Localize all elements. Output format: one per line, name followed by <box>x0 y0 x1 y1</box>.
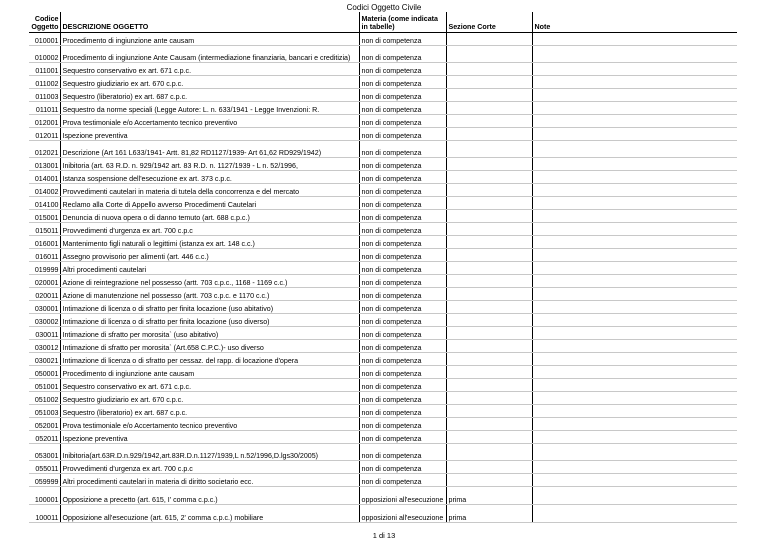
sezione-cell <box>446 461 532 474</box>
code-cell: 016011 <box>29 249 60 262</box>
materia-cell: non di competenza <box>359 405 446 418</box>
sezione-cell <box>446 366 532 379</box>
table-row <box>29 115 737 128</box>
code-cell: 010002 <box>29 46 60 63</box>
sezione-cell <box>446 474 532 487</box>
code-cell: 100011 <box>29 505 60 523</box>
note-cell <box>532 89 737 102</box>
note-cell <box>532 63 737 76</box>
table-row <box>29 314 737 327</box>
note-cell <box>532 275 737 288</box>
header-materia-line2: in tabelle) <box>361 23 395 31</box>
table-row <box>29 197 737 210</box>
sezione-cell <box>446 444 532 461</box>
table-row <box>29 275 737 288</box>
code-cell: 030021 <box>29 353 60 366</box>
description-cell: Reclamo alla Corte di Appello avverso Procedimenti Cautelari <box>60 197 359 210</box>
table-row <box>29 418 737 431</box>
code-cell: 051002 <box>29 392 60 405</box>
materia-cell: non di competenza <box>359 249 446 262</box>
table-row <box>29 505 737 523</box>
table-row <box>29 405 737 418</box>
materia-cell: non di competenza <box>359 223 446 236</box>
materia-cell: opposizioni all'esecuzione <box>359 505 446 523</box>
description-cell: Provvedimenti d'urgenza ex art. 700 c.p.c <box>60 461 359 474</box>
code-cell: 055011 <box>29 461 60 474</box>
description-cell: Intimazione di licenza o di sfratto per cessaz. del rapp. di locazione d'opera <box>60 353 359 366</box>
table-row <box>29 327 737 340</box>
sezione-cell <box>446 340 532 353</box>
materia-cell: non di competenza <box>359 102 446 115</box>
header-description: DESCRIZIONE OGGETTO <box>60 12 359 33</box>
code-cell: 100001 <box>29 487 60 505</box>
materia-cell: non di competenza <box>359 418 446 431</box>
materia-cell: non di competenza <box>359 128 446 141</box>
materia-cell: non di competenza <box>359 392 446 405</box>
code-cell: 020011 <box>29 288 60 301</box>
materia-cell: non di competenza <box>359 197 446 210</box>
sezione-cell <box>446 379 532 392</box>
description-cell: Sequestro (liberatorio) ex art. 687 c.p.c. <box>60 89 359 102</box>
sezione-cell <box>446 197 532 210</box>
page-number: 1 di 13 <box>372 531 396 540</box>
code-cell: 030002 <box>29 314 60 327</box>
note-cell <box>532 340 737 353</box>
note-cell <box>532 197 737 210</box>
table-row <box>29 379 737 392</box>
sezione-cell <box>446 33 532 46</box>
description-cell: Sequestro conservativo ex art. 671 c.p.c. <box>60 63 359 76</box>
sezione-cell <box>446 262 532 275</box>
table-row <box>29 141 737 158</box>
note-cell <box>532 76 737 89</box>
description-cell: Sequestro giudiziario ex art. 670 c.p.c. <box>60 76 359 89</box>
sezione-cell <box>446 210 532 223</box>
note-cell <box>532 46 737 63</box>
code-cell: 019999 <box>29 262 60 275</box>
table-row <box>29 63 737 76</box>
description-cell: Opposizione all'esecuzione (art. 615, 2' comma c.p.c.) mobiliare <box>60 505 359 523</box>
materia-cell: non di competenza <box>359 210 446 223</box>
header-code-line2: Oggetto <box>31 23 59 31</box>
materia-cell: non di competenza <box>359 444 446 461</box>
table-row <box>29 102 737 115</box>
table-row <box>29 431 737 444</box>
description-cell: Inibitoria(art.63R.D.n.929/1942,art.83R.D.n.1127/1939,L n.52/1996,D.lgs30/2005) <box>60 444 359 461</box>
materia-cell: non di competenza <box>359 76 446 89</box>
materia-cell: non di competenza <box>359 301 446 314</box>
table-row <box>29 301 737 314</box>
sezione-cell <box>446 158 532 171</box>
materia-cell: opposizioni all'esecuzione <box>359 487 446 505</box>
code-cell: 014100 <box>29 197 60 210</box>
sezione-cell <box>446 141 532 158</box>
materia-cell: non di competenza <box>359 63 446 76</box>
code-cell: 052001 <box>29 418 60 431</box>
code-cell: 059999 <box>29 474 60 487</box>
note-cell <box>532 128 737 141</box>
table-body <box>29 33 737 523</box>
note-cell <box>532 288 737 301</box>
sezione-cell <box>446 314 532 327</box>
materia-cell: non di competenza <box>359 474 446 487</box>
note-cell <box>532 33 737 46</box>
header-row <box>29 12 737 33</box>
sezione-cell <box>446 288 532 301</box>
code-cell: 013001 <box>29 158 60 171</box>
description-cell: Istanza sospensione dell'esecuzione ex art. 373 c.p.c. <box>60 171 359 184</box>
materia-cell: non di competenza <box>359 262 446 275</box>
table-row <box>29 461 737 474</box>
description-cell: Prova testimoniale e/o Accertamento tecnico preventivo <box>60 115 359 128</box>
code-cell: 012021 <box>29 141 60 158</box>
materia-cell: non di competenza <box>359 171 446 184</box>
table-row <box>29 366 737 379</box>
note-cell <box>532 184 737 197</box>
sezione-cell <box>446 353 532 366</box>
materia-cell: non di competenza <box>359 115 446 128</box>
code-cell: 053001 <box>29 444 60 461</box>
document-title: Codici Oggetto Civile <box>346 3 422 12</box>
sezione-cell <box>446 223 532 236</box>
code-cell: 015001 <box>29 210 60 223</box>
sezione-cell <box>446 275 532 288</box>
description-cell: Sequestro (liberatorio) ex art. 687 c.p.c. <box>60 405 359 418</box>
sezione-cell <box>446 405 532 418</box>
table-row <box>29 249 737 262</box>
description-cell: Assegno provvisorio per alimenti (art. 446 c.c.) <box>60 249 359 262</box>
materia-cell: non di competenza <box>359 46 446 63</box>
materia-cell: non di competenza <box>359 340 446 353</box>
sezione-cell: prima <box>446 505 532 523</box>
materia-cell: non di competenza <box>359 89 446 102</box>
materia-cell: non di competenza <box>359 379 446 392</box>
note-cell <box>532 474 737 487</box>
description-cell: Ispezione preventiva <box>60 128 359 141</box>
sezione-cell <box>446 327 532 340</box>
header-materia-line1: Materia (come indicata <box>361 15 438 23</box>
materia-cell: non di competenza <box>359 327 446 340</box>
table-row <box>29 353 737 366</box>
code-cell: 050001 <box>29 366 60 379</box>
table-row <box>29 223 737 236</box>
note-cell <box>532 158 737 171</box>
code-cell: 011003 <box>29 89 60 102</box>
description-cell: Intimazione di sfratto per morosita` (uso abitativo) <box>60 327 359 340</box>
materia-cell: non di competenza <box>359 236 446 249</box>
description-cell: Altri procedimenti cautelari in materia di diritto societario ecc. <box>60 474 359 487</box>
sezione-cell <box>446 89 532 102</box>
note-cell <box>532 223 737 236</box>
table-row <box>29 444 737 461</box>
header-note: Note <box>532 12 737 33</box>
description-cell: Mantenimento figli naturali o legittimi (istanza ex art. 148 c.c.) <box>60 236 359 249</box>
table-row <box>29 262 737 275</box>
note-cell <box>532 366 737 379</box>
sezione-cell <box>446 418 532 431</box>
sezione-cell <box>446 431 532 444</box>
table-row <box>29 171 737 184</box>
code-cell: 010001 <box>29 33 60 46</box>
table-row <box>29 392 737 405</box>
header-code-line1: Codice <box>34 15 59 23</box>
note-cell <box>532 301 737 314</box>
table-row <box>29 288 737 301</box>
description-cell: Intimazione di licenza o di sfratto per finita locazione (uso diverso) <box>60 314 359 327</box>
sezione-cell <box>446 102 532 115</box>
table-row <box>29 184 737 197</box>
code-cell: 014001 <box>29 171 60 184</box>
materia-cell: non di competenza <box>359 33 446 46</box>
code-cell: 012001 <box>29 115 60 128</box>
table-row <box>29 474 737 487</box>
note-cell <box>532 171 737 184</box>
note-cell <box>532 249 737 262</box>
materia-cell: non di competenza <box>359 184 446 197</box>
code-cell: 011011 <box>29 102 60 115</box>
table-row <box>29 33 737 46</box>
description-cell: Opposizione a precetto (art. 615, I' comma c.p.c.) <box>60 487 359 505</box>
code-cell: 011001 <box>29 63 60 76</box>
note-cell <box>532 327 737 340</box>
sezione-cell: prima <box>446 487 532 505</box>
code-cell: 012011 <box>29 128 60 141</box>
materia-cell: non di competenza <box>359 353 446 366</box>
note-cell <box>532 262 737 275</box>
description-cell: Sequestro da norme speciali (Legge Autore: L. n. 633/1941 - Legge Invenzioni: R. <box>60 102 359 115</box>
table-row <box>29 158 737 171</box>
note-cell <box>532 314 737 327</box>
sezione-cell <box>446 171 532 184</box>
header-code <box>29 12 60 33</box>
code-cell: 051003 <box>29 405 60 418</box>
description-cell: Altri procedimenti cautelari <box>60 262 359 275</box>
description-cell: Prova testimoniale e/o Accertamento tecnico preventivo <box>60 418 359 431</box>
note-cell <box>532 210 737 223</box>
sezione-cell <box>446 115 532 128</box>
sezione-cell <box>446 46 532 63</box>
codes-table <box>29 12 737 523</box>
header-materia <box>359 12 446 33</box>
note-cell <box>532 461 737 474</box>
note-cell <box>532 405 737 418</box>
description-cell: Inibitoria (art. 63 R.D. n. 929/1942 art. 83 R.D. n. 1127/1939 - L n. 52/1996, <box>60 158 359 171</box>
code-cell: 011002 <box>29 76 60 89</box>
code-cell: 015011 <box>29 223 60 236</box>
materia-cell: non di competenza <box>359 314 446 327</box>
sezione-cell <box>446 236 532 249</box>
materia-cell: non di competenza <box>359 461 446 474</box>
description-cell: Denuncia di nuova opera o di danno temuto (art. 688 c.p.c.) <box>60 210 359 223</box>
note-cell <box>532 431 737 444</box>
materia-cell: non di competenza <box>359 431 446 444</box>
description-cell: Procedimento di ingiunzione ante causam <box>60 366 359 379</box>
description-cell: Sequestro giudiziario ex art. 670 c.p.c. <box>60 392 359 405</box>
description-cell: Provvedimenti d'urgenza ex art. 700 c.p.c <box>60 223 359 236</box>
materia-cell: non di competenza <box>359 158 446 171</box>
sezione-cell <box>446 76 532 89</box>
description-cell: Intimazione di sfratto per morosita` (Art.658 C.P.C.)- uso diverso <box>60 340 359 353</box>
sezione-cell <box>446 63 532 76</box>
description-cell: Procedimento di ingiunzione Ante Causam (intermediazione finanziaria, bancari e creditizia) <box>60 46 359 63</box>
table-row <box>29 46 737 63</box>
note-cell <box>532 102 737 115</box>
code-cell: 020001 <box>29 275 60 288</box>
table-row <box>29 210 737 223</box>
header-sezione: Sezione Corte <box>446 12 532 33</box>
code-cell: 014002 <box>29 184 60 197</box>
table-row <box>29 89 737 102</box>
code-cell: 030012 <box>29 340 60 353</box>
sezione-cell <box>446 392 532 405</box>
code-cell: 016001 <box>29 236 60 249</box>
sezione-cell <box>446 249 532 262</box>
code-cell: 052011 <box>29 431 60 444</box>
description-cell: Provvedimenti cautelari in materia di tutela della concorrenza e del mercato <box>60 184 359 197</box>
table-row <box>29 236 737 249</box>
table-row <box>29 76 737 89</box>
description-cell: Intimazione di licenza o di sfratto per finita locazione (uso abitativo) <box>60 301 359 314</box>
code-cell: 030001 <box>29 301 60 314</box>
note-cell <box>532 379 737 392</box>
note-cell <box>532 487 737 505</box>
materia-cell: non di competenza <box>359 275 446 288</box>
note-cell <box>532 392 737 405</box>
code-cell: 051001 <box>29 379 60 392</box>
table-row <box>29 128 737 141</box>
note-cell <box>532 418 737 431</box>
note-cell <box>532 141 737 158</box>
note-cell <box>532 505 737 523</box>
description-cell: Sequestro conservativo ex art. 671 c.p.c. <box>60 379 359 392</box>
table-row <box>29 340 737 353</box>
description-cell: Descrizione (Art 161 L633/1941- Artt. 81,82 RD1127/1939- Art 61,62 RD929/1942) <box>60 141 359 158</box>
materia-cell: non di competenza <box>359 366 446 379</box>
sezione-cell <box>446 301 532 314</box>
note-cell <box>532 115 737 128</box>
code-cell: 030011 <box>29 327 60 340</box>
note-cell <box>532 444 737 461</box>
sezione-cell <box>446 128 532 141</box>
description-cell: Azione di reintegrazione nel possesso (artt. 703 c.p.c., 1168 - 1169 c.c.) <box>60 275 359 288</box>
materia-cell: non di competenza <box>359 288 446 301</box>
sezione-cell <box>446 184 532 197</box>
description-cell: Azione di manutenzione nel possesso (artt. 703 c.p.c. e 1170 c.c.) <box>60 288 359 301</box>
description-cell: Ispezione preventiva <box>60 431 359 444</box>
note-cell <box>532 353 737 366</box>
table-row <box>29 487 737 505</box>
description-cell: Procedimento di ingiunzione ante causam <box>60 33 359 46</box>
note-cell <box>532 236 737 249</box>
materia-cell: non di competenza <box>359 141 446 158</box>
